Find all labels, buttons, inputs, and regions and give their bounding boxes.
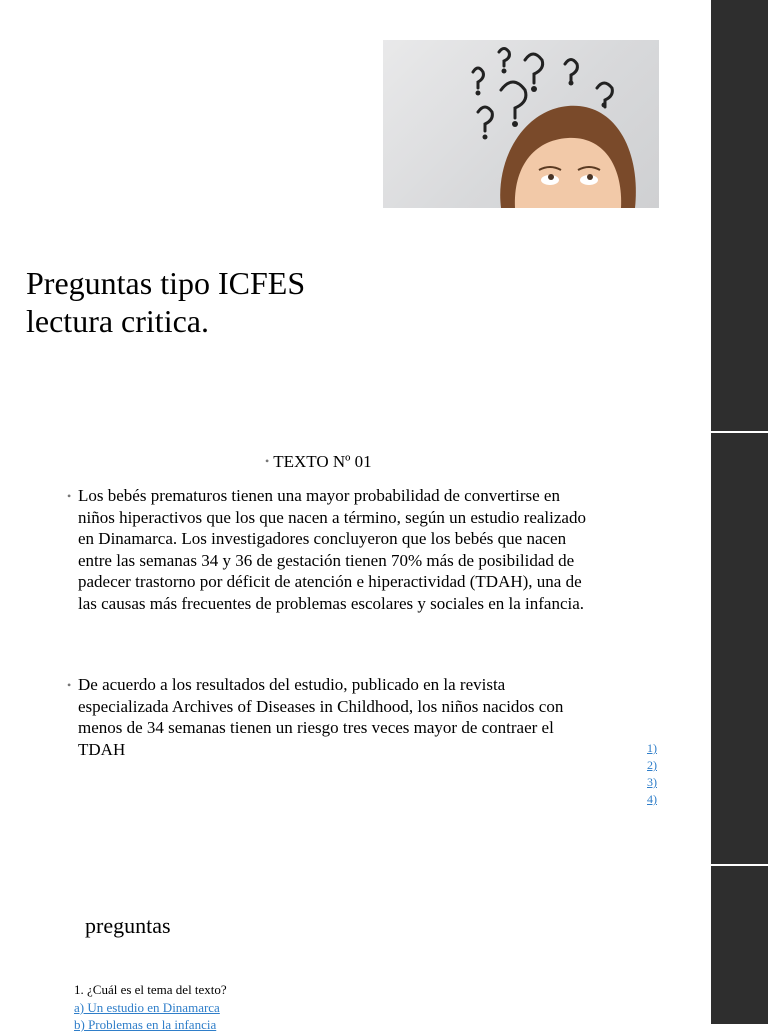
paragraph-text: Los bebés prematuros tienen una mayor probabilidad de convertirse en niños hiperactivos que los que nacen a término, según un estudio realizado en Dinamarca. Los investigadores concluyeron que los bebés que nacen entre las semanas 34 y 36 de gestación tienen 70% más de posibilidad de padecer trastorno por déficit de atención e hiperactividad (TDAH), una de las causas más frecuentes de problemas escolares y sociales en la infancia. [78, 486, 586, 613]
question-marks-illustration [383, 40, 659, 208]
text-heading [265, 451, 372, 472]
answer-option-a[interactable]: a) Un estudio en Dinamarca [74, 1000, 220, 1015]
paragraph-text: De acuerdo a los resultados del estudio, publicado en la revista especializada Archives of Diseases in Childhood, los niños nacidos con menos de 34 semanas tienen un riesgo tres veces mayor de contraer el TDAH [78, 675, 564, 759]
right-sidebar-panel [711, 0, 768, 1024]
reading-paragraph [67, 485, 590, 614]
bullet-icon: • [67, 678, 72, 692]
question-link-2[interactable]: 2) [647, 758, 657, 772]
sidebar-divider [711, 431, 768, 433]
text-heading-label: TEXTO Nº 01 [273, 452, 372, 471]
question-link-3[interactable]: 3) [647, 775, 657, 789]
reading-paragraph [67, 674, 590, 760]
title-line: Preguntas tipo ICFES [26, 265, 306, 301]
question-text: 1. ¿Cuál es el tema del texto? [74, 982, 227, 997]
section-heading: preguntas [85, 913, 171, 938]
bullet-icon: • [265, 454, 270, 468]
page-title [26, 264, 305, 340]
title-line: lectura critica. [26, 303, 209, 339]
question-link-1[interactable]: 1) [647, 741, 657, 755]
bullet-icon: • [67, 489, 72, 503]
sidebar-divider [711, 864, 768, 866]
answer-option-b[interactable]: b) Problemas en la infancia [74, 1017, 217, 1032]
question-link-4[interactable]: 4) [647, 792, 657, 806]
thinking-woman-image [383, 40, 659, 208]
question-links [647, 740, 657, 808]
